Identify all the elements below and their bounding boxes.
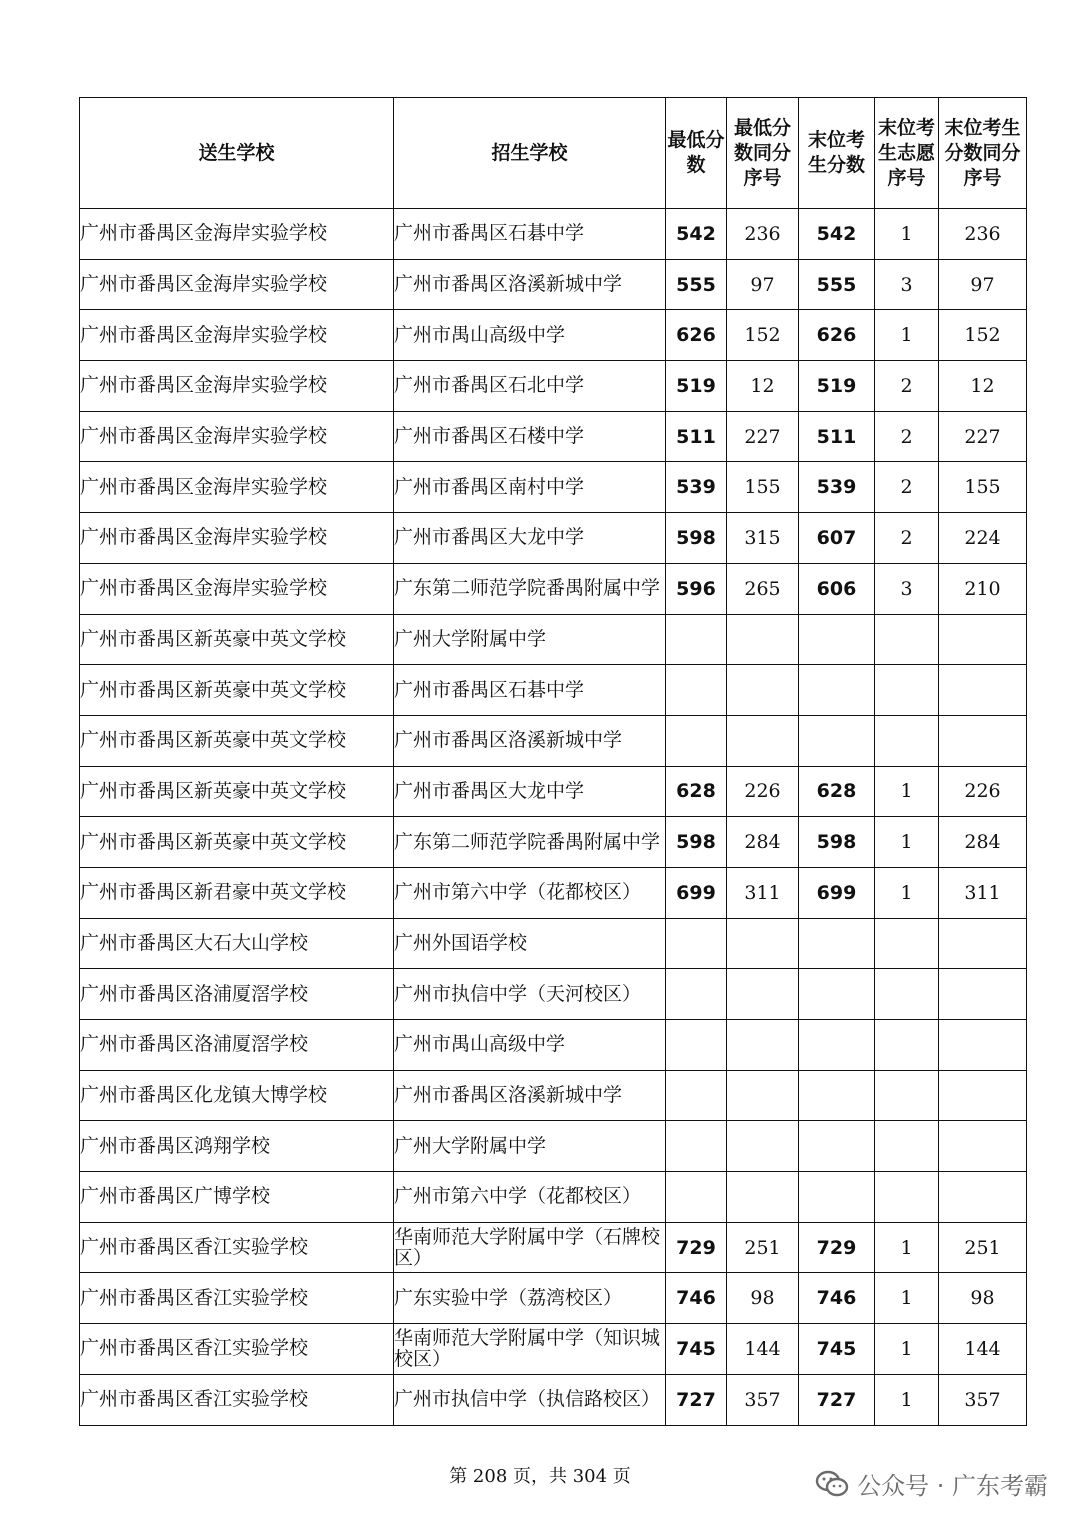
cell-last-seq: 227 — [939, 411, 1027, 462]
cell-last-seq — [939, 1020, 1027, 1071]
cell-send-school: 广州市番禺区金海岸实验学校 — [80, 361, 394, 412]
cell-min-score-seq: 144 — [727, 1324, 799, 1375]
cell-recv-school: 广州市第六中学（花都校区） — [394, 867, 666, 918]
header-min-score-seq: 最低分数同分序号 — [727, 98, 799, 209]
cell-recv-school: 广州市禺山高级中学 — [394, 1020, 666, 1071]
cell-send-school: 广州市番禺区新英豪中英文学校 — [80, 766, 394, 817]
cell-min-score-seq: 251 — [727, 1222, 799, 1273]
cell-last-score: 598 — [799, 817, 875, 868]
table-row — [80, 1324, 1027, 1375]
table-row — [80, 361, 1027, 412]
cell-recv-school: 广州市番禺区石碁中学 — [394, 209, 666, 260]
table-row — [80, 817, 1027, 868]
header-last-pref: 末位考生志愿序号 — [875, 98, 939, 209]
cell-send-school: 广州市番禺区金海岸实验学校 — [80, 209, 394, 260]
table-row — [80, 462, 1027, 513]
cell-recv-school: 广东第二师范学院番禺附属中学 — [394, 817, 666, 868]
cell-last-pref — [875, 918, 939, 969]
cell-last-seq: 236 — [939, 209, 1027, 260]
cell-last-pref: 1 — [875, 1324, 939, 1375]
cell-recv-school: 广州市番禺区南村中学 — [394, 462, 666, 513]
cell-last-pref — [875, 1070, 939, 1121]
table-row — [80, 411, 1027, 462]
table-row — [80, 1172, 1027, 1223]
cell-last-score: 511 — [799, 411, 875, 462]
cell-min-score: 626 — [666, 310, 727, 361]
cell-min-score-seq: 311 — [727, 867, 799, 918]
cell-last-seq: 144 — [939, 1324, 1027, 1375]
cell-min-score: 699 — [666, 867, 727, 918]
cell-min-score-seq — [727, 665, 799, 716]
cell-last-seq: 224 — [939, 513, 1027, 564]
table-row — [80, 1374, 1027, 1425]
cell-last-seq: 152 — [939, 310, 1027, 361]
cell-min-score — [666, 1172, 727, 1223]
cell-last-seq: 155 — [939, 462, 1027, 513]
cell-last-score: 628 — [799, 766, 875, 817]
cell-last-pref — [875, 1172, 939, 1223]
cell-last-seq: 210 — [939, 563, 1027, 614]
cell-last-score — [799, 614, 875, 665]
table-row — [80, 209, 1027, 260]
cell-min-score: 598 — [666, 513, 727, 564]
cell-send-school: 广州市番禺区鸿翔学校 — [80, 1121, 394, 1172]
cell-min-score-seq — [727, 1172, 799, 1223]
cell-min-score: 555 — [666, 259, 727, 310]
cell-send-school: 广州市番禺区洛浦厦滘学校 — [80, 1020, 394, 1071]
cell-last-seq — [939, 715, 1027, 766]
cell-min-score-seq: 97 — [727, 259, 799, 310]
header-last-seq: 末位考生分数同分序号 — [939, 98, 1027, 209]
cell-last-seq: 357 — [939, 1374, 1027, 1425]
table-row — [80, 1121, 1027, 1172]
cell-last-score: 606 — [799, 563, 875, 614]
cell-min-score — [666, 715, 727, 766]
cell-last-score — [799, 1070, 875, 1121]
cell-last-pref: 3 — [875, 563, 939, 614]
cell-recv-school: 广州市执信中学（天河校区） — [394, 969, 666, 1020]
cell-min-score-seq — [727, 1070, 799, 1121]
cell-min-score-seq: 357 — [727, 1374, 799, 1425]
cell-min-score: 511 — [666, 411, 727, 462]
cell-last-seq: 97 — [939, 259, 1027, 310]
cell-min-score-seq: 98 — [727, 1273, 799, 1324]
cell-min-score-seq — [727, 1020, 799, 1071]
cell-last-pref — [875, 1020, 939, 1071]
cell-last-pref: 2 — [875, 361, 939, 412]
cell-last-seq — [939, 969, 1027, 1020]
cell-last-score — [799, 715, 875, 766]
cell-send-school: 广州市番禺区金海岸实验学校 — [80, 411, 394, 462]
cell-last-score — [799, 918, 875, 969]
cell-last-seq: 12 — [939, 361, 1027, 412]
table-row — [80, 918, 1027, 969]
cell-last-seq: 226 — [939, 766, 1027, 817]
cell-last-score: 626 — [799, 310, 875, 361]
header-row — [80, 98, 1027, 209]
cell-last-score: 727 — [799, 1374, 875, 1425]
cell-last-pref: 2 — [875, 411, 939, 462]
cell-min-score-seq: 315 — [727, 513, 799, 564]
cell-recv-school: 广州市禺山高级中学 — [394, 310, 666, 361]
admission-table — [79, 97, 1027, 1426]
cell-last-score: 729 — [799, 1222, 875, 1273]
cell-min-score — [666, 1020, 727, 1071]
cell-recv-school: 广州市番禺区洛溪新城中学 — [394, 259, 666, 310]
cell-last-pref: 1 — [875, 209, 939, 260]
cell-send-school: 广州市番禺区化龙镇大博学校 — [80, 1070, 394, 1121]
cell-last-score: 539 — [799, 462, 875, 513]
cell-last-score: 699 — [799, 867, 875, 918]
cell-recv-school: 广东实验中学（荔湾校区） — [394, 1273, 666, 1324]
cell-last-score: 746 — [799, 1273, 875, 1324]
cell-last-seq: 284 — [939, 817, 1027, 868]
header-last-score: 末位考生分数 — [799, 98, 875, 209]
cell-send-school: 广州市番禺区香江实验学校 — [80, 1374, 394, 1425]
cell-min-score: 746 — [666, 1273, 727, 1324]
cell-last-pref: 1 — [875, 817, 939, 868]
cell-send-school: 广州市番禺区新英豪中英文学校 — [80, 665, 394, 716]
cell-min-score — [666, 1070, 727, 1121]
cell-last-pref: 1 — [875, 1374, 939, 1425]
cell-min-score: 598 — [666, 817, 727, 868]
header-min-score: 最低分数 — [666, 98, 727, 209]
cell-last-pref — [875, 969, 939, 1020]
cell-last-seq — [939, 1121, 1027, 1172]
cell-min-score — [666, 918, 727, 969]
table-row — [80, 1020, 1027, 1071]
cell-min-score-seq — [727, 918, 799, 969]
table-row — [80, 665, 1027, 716]
cell-last-score — [799, 1121, 875, 1172]
table-row — [80, 867, 1027, 918]
cell-min-score-seq: 236 — [727, 209, 799, 260]
cell-recv-school: 广州市番禺区洛溪新城中学 — [394, 1070, 666, 1121]
cell-send-school: 广州市番禺区金海岸实验学校 — [80, 513, 394, 564]
cell-last-score — [799, 1020, 875, 1071]
cell-last-pref — [875, 1121, 939, 1172]
table-row — [80, 513, 1027, 564]
cell-min-score: 628 — [666, 766, 727, 817]
cell-min-score: 727 — [666, 1374, 727, 1425]
cell-recv-school: 广州市番禺区石碁中学 — [394, 665, 666, 716]
cell-recv-school: 广州市番禺区大龙中学 — [394, 766, 666, 817]
cell-last-pref: 1 — [875, 1222, 939, 1273]
cell-send-school: 广州市番禺区香江实验学校 — [80, 1273, 394, 1324]
cell-send-school: 广州市番禺区新英豪中英文学校 — [80, 715, 394, 766]
cell-last-seq — [939, 1172, 1027, 1223]
cell-min-score-seq — [727, 969, 799, 1020]
cell-min-score-seq: 226 — [727, 766, 799, 817]
cell-recv-school: 广州市番禺区石楼中学 — [394, 411, 666, 462]
cell-recv-school: 广州外国语学校 — [394, 918, 666, 969]
table-row — [80, 1070, 1027, 1121]
cell-recv-school: 广州大学附属中学 — [394, 1121, 666, 1172]
watermark-text: 公众号 · 广东考霸 — [857, 1472, 1048, 1500]
cell-last-score — [799, 665, 875, 716]
cell-min-score-seq: 152 — [727, 310, 799, 361]
cell-last-seq — [939, 918, 1027, 969]
header-recv-school: 招生学校 — [394, 98, 666, 209]
table-row — [80, 614, 1027, 665]
cell-min-score-seq: 227 — [727, 411, 799, 462]
cell-min-score: 519 — [666, 361, 727, 412]
cell-last-pref: 2 — [875, 513, 939, 564]
cell-min-score: 542 — [666, 209, 727, 260]
cell-min-score-seq: 284 — [727, 817, 799, 868]
cell-last-seq — [939, 665, 1027, 716]
cell-min-score: 596 — [666, 563, 727, 614]
cell-last-pref: 1 — [875, 766, 939, 817]
cell-last-pref: 2 — [875, 462, 939, 513]
header-send-school: 送生学校 — [80, 98, 394, 209]
cell-min-score-seq: 265 — [727, 563, 799, 614]
cell-recv-school: 华南师范大学附属中学（石牌校区） — [394, 1222, 666, 1273]
cell-last-seq: 251 — [939, 1222, 1027, 1273]
table-row — [80, 766, 1027, 817]
cell-last-seq: 98 — [939, 1273, 1027, 1324]
table-row — [80, 1222, 1027, 1273]
cell-min-score — [666, 665, 727, 716]
cell-last-pref — [875, 715, 939, 766]
cell-last-pref — [875, 614, 939, 665]
cell-last-score: 607 — [799, 513, 875, 564]
wechat-icon — [815, 1470, 849, 1498]
cell-min-score: 729 — [666, 1222, 727, 1273]
cell-send-school: 广州市番禺区大石大山学校 — [80, 918, 394, 969]
cell-recv-school: 广州市第六中学（花都校区） — [394, 1172, 666, 1223]
cell-min-score-seq — [727, 1121, 799, 1172]
table-row — [80, 563, 1027, 614]
cell-send-school: 广州市番禺区新英豪中英文学校 — [80, 614, 394, 665]
cell-recv-school: 广州大学附属中学 — [394, 614, 666, 665]
table-row — [80, 259, 1027, 310]
cell-last-score — [799, 969, 875, 1020]
table-row — [80, 310, 1027, 361]
cell-min-score — [666, 969, 727, 1020]
cell-last-seq — [939, 614, 1027, 665]
cell-last-score: 542 — [799, 209, 875, 260]
cell-last-score: 745 — [799, 1324, 875, 1375]
cell-min-score — [666, 1121, 727, 1172]
cell-recv-school: 广州市番禺区石北中学 — [394, 361, 666, 412]
cell-send-school: 广州市番禺区金海岸实验学校 — [80, 462, 394, 513]
cell-min-score-seq: 155 — [727, 462, 799, 513]
cell-send-school: 广州市番禺区金海岸实验学校 — [80, 310, 394, 361]
watermark — [815, 1466, 1048, 1501]
cell-min-score-seq: 12 — [727, 361, 799, 412]
cell-min-score-seq — [727, 715, 799, 766]
table-row — [80, 715, 1027, 766]
page-footer: 第 208 页，共 304 页 — [449, 1466, 631, 1487]
cell-last-seq — [939, 1070, 1027, 1121]
cell-last-pref: 1 — [875, 867, 939, 918]
table-row — [80, 969, 1027, 1020]
cell-send-school: 广州市番禺区金海岸实验学校 — [80, 563, 394, 614]
table-row — [80, 1273, 1027, 1324]
cell-send-school: 广州市番禺区香江实验学校 — [80, 1222, 394, 1273]
cell-last-score: 555 — [799, 259, 875, 310]
cell-send-school: 广州市番禺区新君豪中英文学校 — [80, 867, 394, 918]
cell-send-school: 广州市番禺区香江实验学校 — [80, 1324, 394, 1375]
cell-send-school: 广州市番禺区洛浦厦滘学校 — [80, 969, 394, 1020]
cell-recv-school: 广州市番禺区大龙中学 — [394, 513, 666, 564]
cell-recv-school: 广州市执信中学（执信路校区） — [394, 1374, 666, 1425]
cell-last-pref — [875, 665, 939, 716]
cell-last-seq: 311 — [939, 867, 1027, 918]
cell-last-pref: 1 — [875, 310, 939, 361]
cell-send-school: 广州市番禺区广博学校 — [80, 1172, 394, 1223]
cell-recv-school: 广东第二师范学院番禺附属中学 — [394, 563, 666, 614]
cell-send-school: 广州市番禺区金海岸实验学校 — [80, 259, 394, 310]
cell-recv-school: 华南师范大学附属中学（知识城校区） — [394, 1324, 666, 1375]
cell-last-score: 519 — [799, 361, 875, 412]
cell-min-score — [666, 614, 727, 665]
cell-min-score-seq — [727, 614, 799, 665]
cell-min-score: 745 — [666, 1324, 727, 1375]
cell-last-pref: 3 — [875, 259, 939, 310]
cell-send-school: 广州市番禺区新英豪中英文学校 — [80, 817, 394, 868]
cell-min-score: 539 — [666, 462, 727, 513]
cell-recv-school: 广州市番禺区洛溪新城中学 — [394, 715, 666, 766]
cell-last-score — [799, 1172, 875, 1223]
cell-last-pref: 1 — [875, 1273, 939, 1324]
